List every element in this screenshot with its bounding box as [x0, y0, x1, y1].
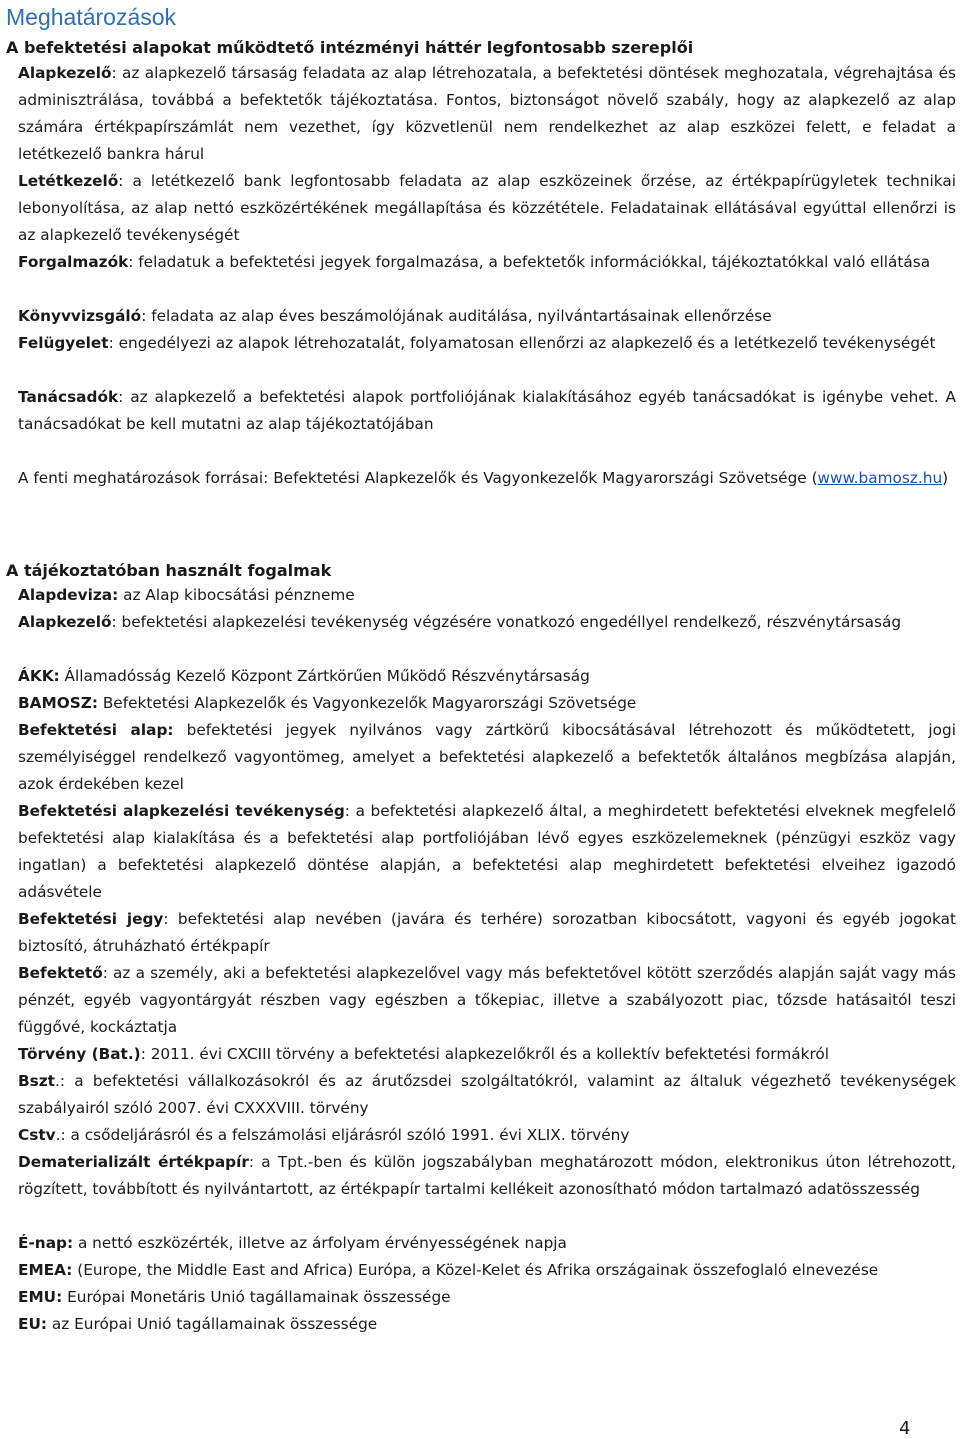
definition-text: : 2011. évi CXCIII törvény a befektetési alapkezelőkről és a kollektív befektetési formákról [140, 1045, 830, 1063]
definition-akk [18, 663, 956, 690]
term: Bszt [18, 1072, 55, 1090]
definition-alapkezelesi-tevekenyseg [18, 798, 956, 906]
definition-text: : befektetési alap nevében (javára és terhére) sorozatban kibocsátott, vagyoni és egyéb jogokat biztosító, átruházható értékpapír [18, 910, 956, 955]
definition-eu [18, 1311, 956, 1338]
definition-text: : a Tpt.-ben és külön jogszabályban meghatározott módon, elektronikus úton létrehozott, rögzített, továbbított és nyilvántartott, az értékpapír tartalmi kellékeit azonosítható módon tartalmazó adatösszesség [18, 1153, 956, 1198]
term: Forgalmazók [18, 253, 129, 271]
term: Törvény (Bat.) [18, 1045, 141, 1063]
page-number: 4 [899, 1418, 911, 1439]
definition-alapdeviza [18, 582, 956, 609]
definition-text: : az alapkezelő társaság feladata az alap létrehozatala, a befektetési döntések meghozatala, végrehajtása és adminisztrálása, továbbá a befektetők tájékoztatása. Fontos, biztonságot növelő szabály, hogy az alapkezelő az alap számára értékpapírszámlát nem vezethet, így közvetlenül nem rendelkezhet az alap eszközei felett, e feladat a letétkezelő bankra hárul [18, 64, 956, 163]
definition-text: Befektetési Alapkezelők és Vagyonkezelők Magyarországi Szövetsége [97, 694, 637, 712]
definition-text: .: a csődeljárásról és a felszámolási eljárásról szóló 1991. évi XLIX. törvény [55, 1126, 630, 1144]
definition-befektetesi-alap [18, 717, 956, 798]
definition-felugyelet [18, 330, 956, 357]
definition-emu [18, 1284, 956, 1311]
term: É-nap: [18, 1234, 74, 1252]
definition-bamosz [18, 690, 956, 717]
definition-alapkezelo-2 [18, 609, 956, 636]
definition-dematerializalt [18, 1149, 956, 1203]
definition-text: (Europe, the Middle East and Africa) Európa, a Közel-Kelet és Afrika országainak összefoglaló elnevezése [72, 1261, 879, 1279]
definition-text: : az a személy, aki a befektetési alapkezelővel vagy más befektetővel kötött szerződés alapján saját vagy más pénzét, egyéb vagyontárgyát részben vagy egészben a tőkepiac, illetve a szabályozott piac, tőzsde hatásaitól teszi függővé, kockáztatja [18, 964, 956, 1036]
definition-text: .: a befektetési vállalkozásokról és az árutőzsdei szolgáltatókról, valamint az általuk végezhető tevékenységek szabályairól szóló 2007. évi CXXXVIII. törvény [18, 1072, 956, 1117]
term: BAMOSZ: [18, 694, 98, 712]
definition-text: Európai Monetáris Unió tagállamainak összessége [62, 1288, 451, 1306]
term: Dematerializált értékpapír [18, 1153, 249, 1171]
definition-tanacsadok [18, 384, 956, 438]
source-note [18, 465, 956, 492]
term: ÁKK: [18, 667, 60, 685]
definition-letetkezelo [18, 168, 956, 249]
term: Befektetési alap: [18, 721, 174, 739]
definition-text: az Alap kibocsátási pénzneme [118, 586, 355, 604]
term: Befektetési jegy [18, 910, 164, 928]
page-title: Meghatározások [6, 4, 177, 30]
section1-heading: A befektetési alapokat működtető intézményi háttér legfontosabb szereplői [6, 38, 694, 57]
section2-heading: A tájékoztatóban használt fogalmak [6, 561, 332, 580]
term: Befektetési alapkezelési tevékenység [18, 802, 345, 820]
definition-text: : feladata az alap éves beszámolójának auditálása, nyilvántartásainak ellenőrzése [141, 307, 772, 325]
term: Felügyelet [18, 334, 109, 352]
definition-emea [18, 1257, 956, 1284]
term: Alapkezelő [18, 613, 112, 631]
term: Alapkezelő [18, 64, 112, 82]
bamosz-link[interactable]: www.bamosz.hu [817, 469, 943, 487]
definition-text: : feladatuk a befektetési jegyek forgalmazása, a befektetők információkkal, tájékoztatókkal való ellátása [128, 253, 931, 271]
term: EMEA: [18, 1261, 73, 1279]
term: Könyvvizsgáló [18, 307, 142, 325]
definition-befektetesi-jegy [18, 906, 956, 960]
definition-befekteto [18, 960, 956, 1041]
definition-bszt [18, 1068, 956, 1122]
term: Alapdeviza: [18, 586, 119, 604]
term: Tanácsadók [18, 388, 119, 406]
term: EMU: [18, 1288, 63, 1306]
source-end: ) [942, 469, 949, 487]
term: Letétkezelő [18, 172, 119, 190]
term: Cstv [18, 1126, 56, 1144]
definition-text: : a befektetési alapkezelő által, a meghirdetett befektetési elveknek megfelelő befektetési alap kialakítása és a befektetési alap portfoliójában lévő egyes eszközelemeknek (pénzügyi eszköz vagy ingatlan) a befektetési alapkezelő döntése alapján, a befektetési alap meghirdetett befektetési elveihez igazodó adásvétele [18, 802, 956, 901]
definition-text: : az alapkezelő a befektetési alapok portfoliójának kialakításához egyéb tanácsadókat is igénybe vehet. A tanácsadókat be kell mutatni az alap tájékoztatójában [18, 388, 956, 433]
definition-torveny [18, 1041, 956, 1068]
definition-cstv [18, 1122, 956, 1149]
definition-e-nap [18, 1230, 956, 1257]
definition-text: : a letétkezelő bank legfontosabb feladata az alap eszközeinek őrzése, az értékpapírügyletek technikai lebonyolítása, az alap nettó eszközértékének megállapítása és közzététele. Feladatainak ellátásával egyúttal ellenőrzi is az alapkezelő tevékenységét [18, 172, 956, 244]
definition-konyvvizsgalo [18, 303, 956, 330]
definition-alapkezelo [18, 60, 956, 168]
source-text: A fenti meghatározások forrásai: Befektetési Alapkezelők és Vagyonkezelők Magyarországi Szövetsége ( [18, 469, 818, 487]
definition-text: : engedélyezi az alapok létrehozatalát, folyamatosan ellenőrzi az alapkezelő és a letétkezelő tevékenységét [108, 334, 936, 352]
term: Befektető [18, 964, 103, 982]
definition-text: Államadósság Kezelő Központ Zártkörűen Működő Részvénytársaság [59, 667, 590, 685]
term: EU: [18, 1315, 47, 1333]
definition-forgalmazok [18, 249, 956, 276]
definition-text: : befektetési alapkezelési tevékenység végzésére vonatkozó engedéllyel rendelkező, részvénytársaság [111, 613, 902, 631]
definition-text: a nettó eszközérték, illetve az árfolyam érvényességének napja [73, 1234, 567, 1252]
definition-text: az Európai Unió tagállamainak összessége [47, 1315, 378, 1333]
definition-text: befektetési jegyek nyilvános vagy zártkörű kibocsátásával létrehozott és működtetett, jogi személyiséggel rendelkező vagyontömeg, amelyet a befektetési alapkezelő a befektetők általános megbízása alapján, azok érdekében kezel [18, 721, 956, 793]
